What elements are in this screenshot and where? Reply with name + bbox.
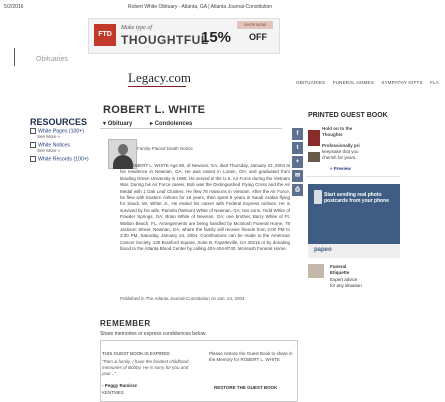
print-page-title: Robert White Obituary - Atlanta, GA | Atlanta Journal-Constitution xyxy=(127,4,273,10)
share-bar xyxy=(292,128,303,198)
restore-guest-book-text: Please restore the Guest Book to share in the Memory for ROBERT L. WHITE xyxy=(209,351,293,362)
papeo-ad[interactable] xyxy=(308,184,400,244)
nav-item-more[interactable]: FLA xyxy=(430,80,439,85)
funeral-line[interactable]: Etiquette xyxy=(330,270,350,275)
funeral-line: for any situation xyxy=(330,283,362,288)
ad-shop-button[interactable]: SHOP NOW xyxy=(237,21,273,29)
plus-share-icon[interactable]: + xyxy=(292,156,303,168)
banner-ad[interactable] xyxy=(88,18,280,54)
guest-book-line: Professionally pri xyxy=(322,143,360,148)
papeo-logo-strip xyxy=(308,244,400,258)
nav-item-funeral-homes[interactable]: FUNERAL HOMES xyxy=(332,80,374,85)
ad-discount-percent: 15% xyxy=(201,29,232,46)
twitter-icon[interactable]: t xyxy=(292,142,303,154)
guest-book-author: - Peggy Ramirez xyxy=(102,383,138,388)
funeral-line: Expert advice xyxy=(330,277,358,282)
guest-book-line: keepsake that you xyxy=(322,149,359,154)
margin-mark xyxy=(14,48,15,66)
guest-book-line: cherish for years. xyxy=(322,155,357,160)
ad-headline: THOUGHTFUL xyxy=(121,33,209,47)
resource-link-white-pages[interactable]: White Pages (100+) xyxy=(30,128,84,134)
remember-subtitle: Share memories or express condolences below. xyxy=(100,331,207,337)
guest-book-expired-label: THIS GUEST BOOK IS EXPIRED xyxy=(102,351,170,356)
checkbox-icon xyxy=(30,142,36,148)
obituary-text: MR. ROBERT L. WHITE Age 80, of Newnan, GA, died Thursday, January 22, 2004 at his residence in Newnan, GA. He was raised in Lorain, OH, and graduated from Bowling Green University in 1965. He served in the U.S. Air Force during the Vietnam War. During his Air Force career, Bob was the Distinguished Flying Cross and the Air Medal with 1 Oak Leaf Clusters. He flew 78 missions in Vietnam. After the Air Force, he flew with Eastern Airlines for 18 years, then spent 8 years in Saudi Arabia flying for Saudi. Mr. White Jr., He ended his career with Federal Express Airlines. He is survived by his wife, Pamela (Nelson) White of Newnan, GA; two sons, Todd White of Powder Springs, GA; Brian White of Newnan, GA; one brother, Barry White of Ft. Walton Beach, FL. Arrangements are being handled by Mcintosh Funeral Home, 78 Jackson Street, Newnan, GA, where the family will receive friends from 2:00 PM to 3:30 PM, Saturday, January 24, 2004. Contributions can be made to the American Cancer Society, 135 Branford Square, Suite B, Fayetteville, GA 30215 or by donating blood to the Atlanta Blood Center by calling 404-404-8740. Mcintosh Funeral Home. xyxy=(120,163,291,252)
funeral-etiquette-image xyxy=(308,264,324,278)
sidebar-divider xyxy=(306,176,400,177)
remember-heading: REMEMBER xyxy=(100,319,151,328)
page-title: ROBERT L. WHITE xyxy=(103,104,206,116)
resource-link-white-notices[interactable]: White Notices xyxy=(30,142,70,148)
preview-link[interactable]: » Preview xyxy=(330,166,351,171)
guest-book-quote: "Pam & family, I have the fondest childhood memories of Bobby. He is sorry for you and your..." xyxy=(102,359,189,376)
papeo-logo: papeo xyxy=(314,247,332,253)
see-more-link[interactable]: See More » xyxy=(37,148,61,153)
ad-discount-off: OFF xyxy=(249,32,267,42)
print-icon[interactable]: ⎙ xyxy=(292,184,303,196)
resource-link-white-records[interactable]: White Records (100+) xyxy=(30,156,89,162)
top-navigation xyxy=(296,80,445,85)
ad-brand-logo: FTD xyxy=(94,24,116,46)
facebook-icon[interactable]: f xyxy=(292,128,303,140)
email-icon[interactable]: ✉ xyxy=(292,170,303,182)
checkbox-icon xyxy=(30,128,36,134)
see-more-link[interactable]: See More » xyxy=(37,134,61,139)
funeral-line[interactable]: Funeral xyxy=(330,264,347,269)
site-logo[interactable]: Legacy.com xyxy=(128,70,192,85)
papeo-ad-text: Start sending real photo postcards from your phone xyxy=(324,192,390,204)
nav-item-obituaries[interactable]: OBITUARIES xyxy=(296,80,326,85)
logo-underline xyxy=(128,86,186,87)
family-notice-label: Family-Placed Death Notice xyxy=(137,146,193,151)
restore-guest-book-button[interactable]: RESTORE THE GUEST BOOK xyxy=(214,385,278,390)
resources-heading: RESOURCES xyxy=(30,117,88,127)
phone-icon xyxy=(314,190,322,204)
tab-condolences[interactable]: ▸ Condolences xyxy=(150,121,193,127)
guest-book-line: Thoughts xyxy=(322,132,343,137)
section-label: Obituaries xyxy=(36,56,68,63)
printed-guest-book-heading: PRINTED GUEST BOOK xyxy=(308,112,388,119)
ad-tagline: Make type of xyxy=(121,25,152,31)
tab-divider xyxy=(100,128,282,129)
print-date: 5/2/2016 xyxy=(4,4,24,10)
nav-item-sympathy-gifts[interactable]: SYMPATHY GIFTS xyxy=(381,80,423,85)
tab-obituary[interactable]: ▾ Obituary xyxy=(103,121,133,127)
checkbox-icon xyxy=(30,156,36,162)
guest-book-image xyxy=(308,130,320,146)
guest-book-author-location: KENTMES xyxy=(102,390,124,395)
obituary-tabs xyxy=(103,120,208,127)
guest-book-image xyxy=(308,152,320,162)
published-line: Published in The Atlanta Journal-Constitution on Jan. 24, 2004 xyxy=(120,296,245,301)
photo-head xyxy=(118,144,128,155)
guest-book-line: Hold on to the xyxy=(322,126,353,131)
